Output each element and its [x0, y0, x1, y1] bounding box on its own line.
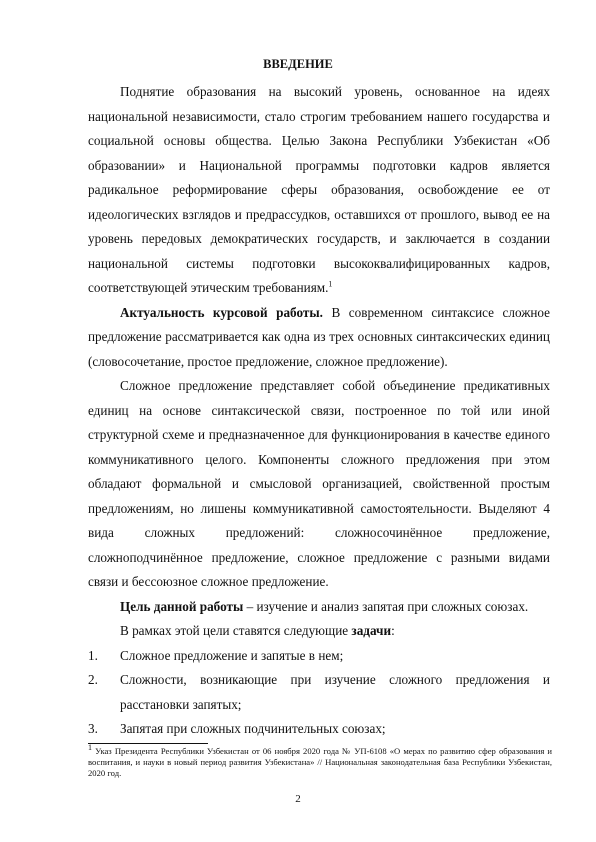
list-item-number: 1. [88, 647, 98, 663]
tasks-intro-end: : [391, 623, 395, 638]
footnote-marker: 1 [88, 743, 92, 753]
list-item-text: Сложное предложение и запятые в нем; [120, 647, 344, 663]
list-item-number: 3. [88, 721, 98, 736]
paragraph-goal-text: – изучение и анализ запятая при сложных союзах. [243, 598, 529, 614]
footnote-divider [88, 743, 208, 744]
paragraph-relevance-text: В современном синтаксисе сложное предложение рассматривается как одна из трех основных синтаксических единиц (словосочетание, простое предложение, сложное предложение). [88, 304, 550, 369]
footnote-reference[interactable]: 1 [328, 279, 333, 289]
paragraph-definition: Сложное предложение представляет собой объединение предикативных единиц на основе синтаксической связи, построенное по той или иной структурной схеме и предназначенное для функционирования в качестве единого коммуникативного целого. Компоненты сложного предложения при этом обладают формальной и смысловой организацией, свойственной простым предложениям, но лишены коммуникативной самостоятельности. Выделяют 4 вида сложных предложений: сложносочинённое предложение, сложноподчинённое предложение, сложное предложение с разными видами связи и бессоюзное сложное предложение. [88, 378, 550, 589]
goal-label: Цель данной работы [120, 598, 244, 614]
list-item [88, 668, 550, 717]
list-item-text: Запятая при сложных подчинительных союзах; [120, 721, 386, 736]
list-item [88, 717, 550, 742]
paragraph-goal [88, 595, 550, 620]
paragraph-intro-text: Поднятие образования на высокий уровень, основанное на идеях национальной независимости, стало строгим требованием нашего государства и социальной основы общества. Целью Закона Республики Узбекистан «Об образовании» и Национальной программы подготовки кадров является радикальное реформирование сферы образования, освобождение ее от идеологических взглядов и предрассудков, оставшихся от прошлого, вывод ее на уровень передовых демократических государств, и заключается в создании национальной системы подготовки высококвалифицированных кадров, соответствующей этическим требованиям. [88, 84, 550, 295]
list-item-text: Сложности, возникающие при изучение сложного предложения и расстановки запятых; [120, 672, 550, 712]
list-item [88, 644, 550, 669]
paragraph-relevance [88, 301, 550, 375]
tasks-label: задачи [351, 623, 392, 638]
tasks-intro-text: В рамках этой цели ставятся следующие [120, 623, 352, 638]
relevance-label: Актуальность курсовой работы. [120, 304, 323, 320]
paragraph-tasks-intro [88, 619, 550, 644]
body-text [88, 80, 550, 742]
paragraph-intro [88, 80, 550, 301]
page-number: 2 [295, 793, 301, 805]
footnote [88, 743, 552, 779]
section-heading: ВВЕДЕНИЕ [263, 57, 333, 71]
list-item-number: 2. [88, 672, 98, 687]
tasks-list [88, 644, 550, 742]
footnote-text: Указ Президента Республики Узбекистан от 06 ноября 2020 года № УП-6108 «О мерах по развитию сфер образования и воспитания, и науки в новый период развития Узбекистана» // Национальная законодательная база Республики Узбекистан, 2020 год. [88, 746, 552, 778]
